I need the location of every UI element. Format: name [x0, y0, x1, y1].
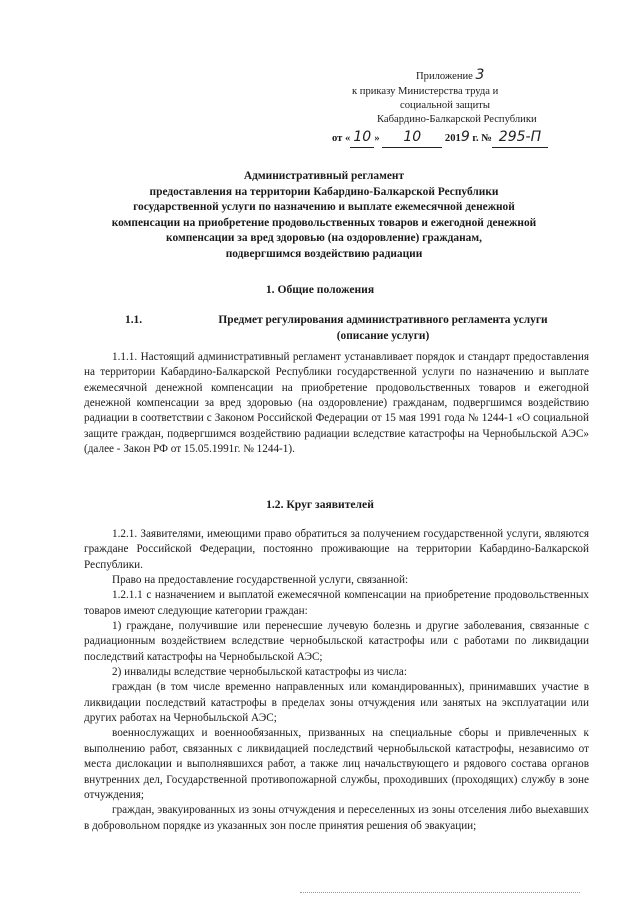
section-number: 1.1.: [125, 314, 143, 326]
appendix-number: 3: [475, 67, 485, 83]
section-1-2-heading: 1.2. Круг заявителей: [266, 498, 374, 511]
header-line-order: к приказу Министерства труда и: [352, 85, 499, 97]
paragraph: 1.2.1. Заявителями, имеющими право обратиться за получением государственной услуги, являются граждане Российской Федерации, постоянно проживающие на территории Кабардино-Балкарской Республики.: [84, 528, 589, 571]
section-1-2-body: [84, 527, 589, 834]
document-title: Административный регламент предоставления на территории Кабардино-Балкарской Республики государственной услуги по назначению и выплате ежемесячной денежной компенсации на приобретение продовольственных товаров и ежегодной денежной компенсации за вред здоровью (на оздоровление) гражданам, подвергшимся воздействию радиации: [111, 170, 537, 260]
section-1-heading: 1. Общие положения: [265, 283, 375, 296]
header-line-republic: Кабардино-Балкарской Республики: [377, 114, 537, 126]
scan-artifact-line: [300, 892, 580, 896]
section-1-1-heading: 1.1. Предмет регулирования административного регламента услуги (описание услуги): [125, 314, 548, 342]
paragraph-1-1-1: 1.1.1. Настоящий административный регламент устанавливает порядок и стандарт предоставления на территории Кабардино-Балкарской Республики государственной услуги по назначению и выплате ежемесячной денежной компенсации на приобретение продовольственных товаров и ежегодной денежной компенсации за вред здоровью (на оздоровление) гражданам, подвергшимся воздействию радиации в соответствии с Законом Российской Федерации от 15 мая 1991 года № 1244-1 «О социальной защите граждан, подвергшимся воздействию радиации вследствие катастрофы на Чернобыльской АЭС» (далее - Закон РФ от 15.05.1991г. № 1244-1).: [84, 351, 589, 456]
order-number: 295-П: [492, 128, 548, 148]
year-digit: 9: [460, 128, 470, 145]
paragraph: Право на предоставление государственной услуги, связанной:: [112, 574, 409, 587]
appendix-label: Приложение: [416, 71, 473, 82]
appendix-header: [332, 66, 582, 148]
order-date-line: от « 10 » 10 2019 г. № 295-П: [332, 128, 582, 148]
date-month: 10: [382, 128, 442, 148]
paragraph: граждан (в том числе временно направленных или командированных), принимавших участие в ликвидации последствий катастрофы в пределах зоны отчуждения или занятых на эксплуатации или других работах на Чернобыльской АЭС;: [84, 681, 589, 725]
paragraph: военнослужащих и военнообязанных, призванных на специальные сборы и привлеченных к выполнению работ, связанных с ликвидацией последствий чернобыльской катастрофы, независимо от места дислокации и выполнявшихся работ, а также лиц начальствующего и рядового состава органов внутренних дел, Государственной противопожарной службы, проходивших (проходящих) службу в зоне отчуждения;: [84, 727, 589, 801]
header-line-ministry: социальной защиты: [400, 100, 490, 112]
paragraph: 1) граждане, получившие или перенесшие лучевую болезнь и другие заболевания, связанные с радиационным воздействием вследствие чернобыльской катастрофы или с работами по ликвидации последствий катастрофы на Чернобыльской АЭС;: [84, 620, 589, 663]
paragraph: 1.2.1.1 с назначением и выплатой ежемесячной компенсации на приобретение продовольственных товаров имеют следующие категории граждан:: [84, 589, 589, 617]
paragraph: граждан, эвакуированных из зоны отчуждения и переселенных из зоны отселения либо выехавших в добровольном порядке из указанных зон после принятия решения об эвакуации;: [84, 804, 589, 832]
paragraph: 2) инвалиды вследствие чернобыльской катастрофы из числа:: [112, 666, 408, 679]
date-day: 10: [350, 128, 374, 148]
